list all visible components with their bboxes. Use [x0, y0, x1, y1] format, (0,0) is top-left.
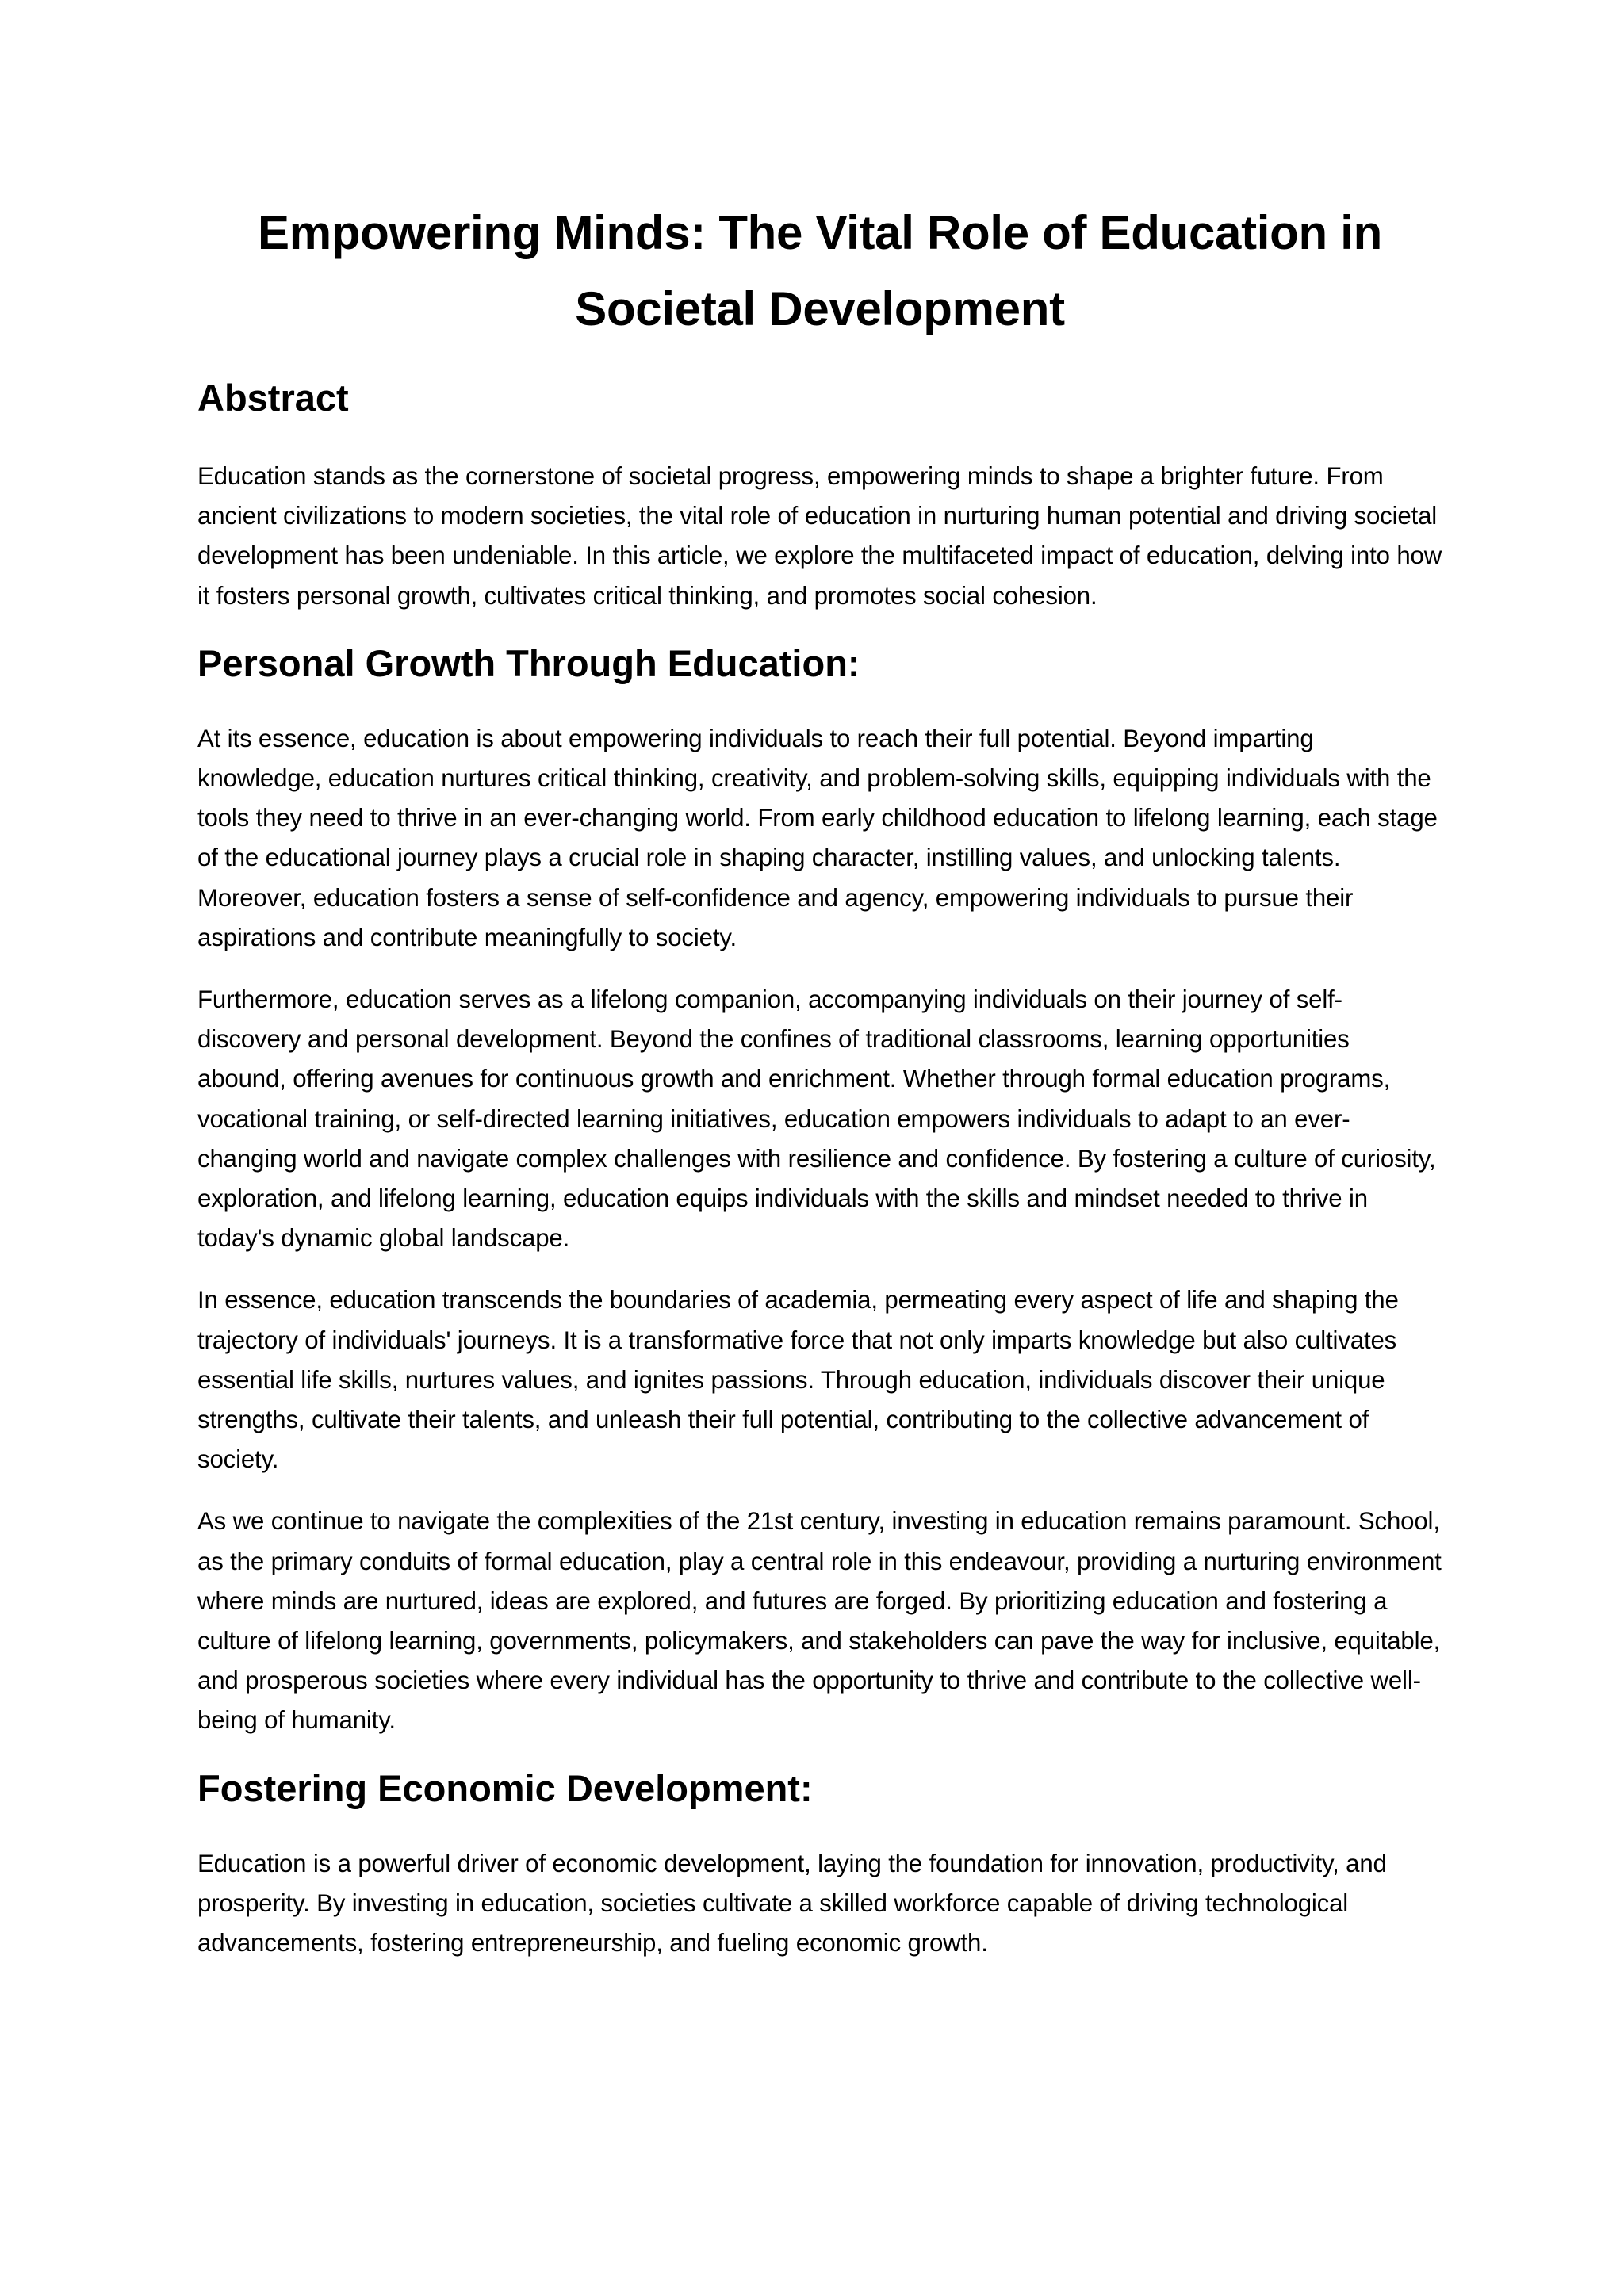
- section-economic-development: [197, 1763, 1442, 1964]
- section-heading-personal-growth: Personal Growth Through Education:: [197, 641, 860, 684]
- document-title: Empowering Minds: The Vital Role of Education in Societal Development: [258, 206, 1382, 335]
- paragraph: At its essence, education is about empowering individuals to reach their full potential. Beyond imparting knowledge, education nurtures critical thinking, creativity, and problem-solving skills, equipping individuals with the tools they need to thrive in an ever-changing world. From early childhood education to lifelong learning, each stage of the educational journey plays a crucial role in shaping character, instilling values, and unlocking talents. Moreover, education fosters a sense of self-confidence and agency, empowering individuals to pursue their aspirations and contribute meaningfully to society.: [197, 724, 1438, 951]
- section-heading-economic-development: Fostering Economic Development:: [197, 1766, 813, 1809]
- paragraph: In essence, education transcends the boundaries of academia, permeating every aspect of life and shaping the trajectory of individuals' journeys. It is a transformative force that not only imparts knowledge but also cultivates essential life skills, nurtures values, and ignites passions. Through education, individuals discover their unique strengths, cultivate their talents, and unleash their full potential, contributing to the collective advancement of society.: [197, 1286, 1399, 1474]
- document-body: [197, 195, 1442, 1985]
- paragraph: Education stands as the cornerstone of societal progress, empowering minds to shape a brighter future. From ancient civilizations to modern societies, the vital role of education in nurturing human potential and driving societal development has been undeniable. In this article, we explore the multifaceted impact of education, delving into how it fosters personal growth, cultivates critical thinking, and promotes social cohesion.: [197, 462, 1442, 610]
- section-abstract: [197, 373, 1442, 616]
- paragraph: Education is a powerful driver of economic development, laying the foundation for innovation, productivity, and prosperity. By investing in education, societies cultivate a skilled workforce capable of driving technological advancements, fostering entrepreneurship, and fueling economic growth.: [197, 1849, 1387, 1957]
- section-heading-abstract: Abstract: [197, 377, 349, 419]
- paragraph: Furthermore, education serves as a lifelong companion, accompanying individuals on their journey of self-discovery and personal development. Beyond the confines of traditional classrooms, learning opportunities abound, offering avenues for continuous growth and enrichment. Whether through formal education programs, vocational training, or self-directed learning initiatives, education empowers individuals to adapt to an ever-changing world and navigate complex challenges with resilience and confidence. By fostering a culture of curiosity, exploration, and lifelong learning, education equips individuals with the skills and mindset needed to thrive in today's dynamic global landscape.: [197, 985, 1436, 1253]
- section-personal-growth: [197, 638, 1442, 1741]
- paragraph: As we continue to navigate the complexities of the 21st century, investing in education remains paramount. School, as the primary conduits of formal education, play a central role in this endeavour, providing a nurturing environment where minds are nurtured, ideas are explored, and futures are forged. By prioritizing education and fostering a culture of lifelong learning, governments, policymakers, and stakeholders can pave the way for inclusive, equitable, and prosperous societies where every individual has the opportunity to thrive and contribute to the collective well-being of humanity.: [197, 1507, 1442, 1735]
